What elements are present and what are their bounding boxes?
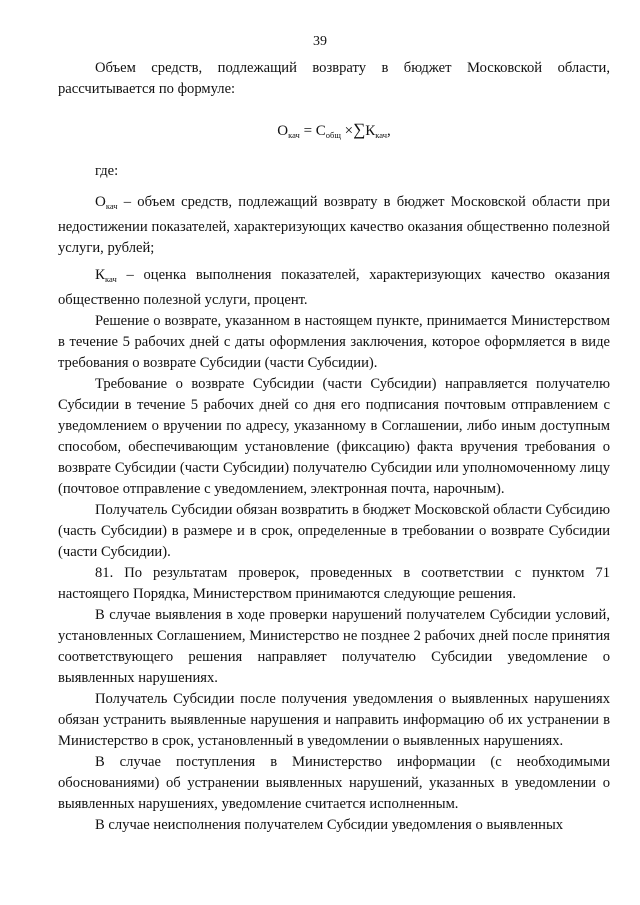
paragraph-fulfilled: В случае поступления в Министерство информации (с необходимыми обоснованиями) об устранении выявленных нарушений, указанных в уведомлении о выявленных нарушениях, уведомление считается исполненным.	[58, 754, 610, 812]
definition-o-symbol: $О_{кач}$	[95, 194, 118, 211]
page-number: 39	[313, 34, 327, 49]
paragraph-nonfulfillment: В случае неисполнения получателем Субсидии уведомления о выявленных	[95, 817, 564, 833]
paragraph-decision: Решение о возврате, указанном в настоящем пункте, принимается Министерством в течение 5 рабочих дней с даты оформления заключения, которое оформляется в виде требования о возврате Субсидии (части Субсидии).	[58, 313, 610, 371]
paragraph-requirement: Требование о возврате Субсидии (части Субсидии) направляется получателю Субсидии в течение 5 рабочих дней со дня его подписания почтовым отправлением с уведомлением о вручении по адресу, указанному в Соглашении, либо иным доступным способом, обеспечивающим установление (фиксацию) факта вручения требования о возврате Субсидии (части Субсидии) получателю Субсидии или уполномоченному лицу (почтовое отправление с уведомлением, электронная почта, нарочным).	[58, 376, 610, 497]
definition-o: $О_{кач}$ – объем средств, подлежащий возврату в бюджет Московской области при недостижении показателей, характеризующих качество оказания общественно полезной услуги, рублей;	[58, 194, 610, 256]
formula-equals: =	[303, 123, 313, 139]
formula-sum: ∑	[353, 120, 366, 139]
definition-k-symbol: $К_{кач}$	[95, 267, 117, 284]
document-body	[58, 58, 610, 836]
formula-k: $К_{кач}$	[365, 123, 387, 140]
formula-tail: ,	[387, 123, 391, 139]
formula-lhs: $О_{кач}$	[277, 123, 300, 140]
paragraph-return-obligation: Получатель Субсидии обязан возвратить в бюджет Московской области Субсидию (часть Субсидии) в размере и в срок, определенные в требовании о возврате Субсидии (части Субсидии).	[58, 502, 610, 560]
paragraph-where: где:	[95, 163, 119, 179]
formula-times: ×	[344, 123, 354, 139]
paragraph-81: 81. По результатам проверок, проведенных в соответствии с пунктом 71 настоящего Порядка, Министерством принимаются следующие решения.	[58, 565, 610, 602]
formula-c: $С_{общ}$	[315, 123, 341, 140]
paragraph-violations: В случае выявления в ходе проверки нарушений получателем Субсидии условий, установленных Соглашением, Министерство не позднее 2 рабочих дней после принятия соответствующего решения направляет получателю Субсидии уведомление о выявленных нарушениях.	[58, 607, 610, 686]
definition-k: $К_{кач}$ – оценка выполнения показателей, характеризующих качество оказания общественно полезной услуги, процент.	[58, 267, 610, 308]
paragraph-intro: Объем средств, подлежащий возврату в бюджет Московской области, рассчитывается по формуле:	[58, 60, 610, 97]
paragraph-recipient-duty: Получатель Субсидии после получения уведомления о выявленных нарушениях обязан устранить выявленные нарушения и направить информацию об их устранении в Министерство в срок, установленный в уведомлении о выявленных нарушениях.	[58, 691, 610, 749]
formula	[58, 119, 610, 143]
